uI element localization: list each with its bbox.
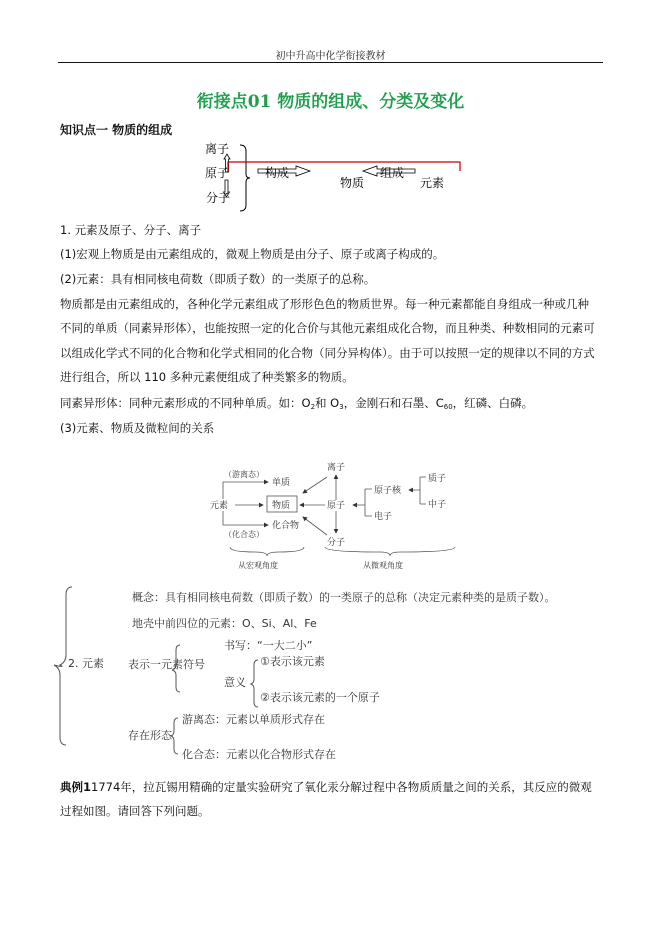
electron-label: 电子 xyxy=(374,512,393,522)
text: ，红磷、白磷。 xyxy=(452,396,534,410)
concept-text: 概念：具有相同核电荷数（即质子数）的一类原子的总称（决定元素种类的是质子数）。 xyxy=(132,591,556,604)
page-title: 衔接点01 物质的组成、分类及变化 xyxy=(196,92,465,112)
combined-state-text: 化合态：元素以化合物形式存在 xyxy=(182,748,336,761)
proton-label: 质子 xyxy=(428,474,447,484)
macro-label: 从宏观角度 xyxy=(238,561,278,570)
composition-diagram xyxy=(0,135,661,220)
text: 同素异形体：同种元素形成的不同种单质。如：O xyxy=(60,396,311,410)
meaning-1-text: ①表示该元素 xyxy=(260,655,325,668)
atom-label: 原子 xyxy=(205,166,230,180)
text: 1774年，拉瓦锡用精确的定量实验研究了氧化汞分解过程中各物质质量之间的关系，其反应的微观 xyxy=(91,780,592,794)
header-rule xyxy=(58,62,603,63)
text: ，金刚石和石墨、C xyxy=(343,396,444,410)
element-label: 元素 xyxy=(210,501,229,511)
substance-label: 物质 xyxy=(340,176,365,190)
compose-label: 构成 xyxy=(265,166,290,180)
existence-label: 存在形态 xyxy=(128,729,172,742)
example-line xyxy=(60,779,592,795)
free-state-label: （游离态） xyxy=(224,470,264,479)
paragraph: 物质都是由元素组成的，各种化学元素组成了形形色色的物质世界。每一种元素都能自身组成一种或几种 xyxy=(60,297,589,311)
brace xyxy=(240,145,250,211)
nucleus-label: 原子核 xyxy=(374,486,402,496)
compound-label: 化合物 xyxy=(272,521,300,531)
meaning-2-text: ②表示该元素的一个原子 xyxy=(260,691,380,704)
substance-label: 物质 xyxy=(272,501,291,511)
paragraph: (3)元素、物质及微粒间的关系 xyxy=(60,421,215,435)
relationship-diagram xyxy=(200,455,480,575)
ion-label: 离子 xyxy=(205,142,230,156)
paragraph: (1)宏观上物质是由元素组成的，微观上物质是由分子、原子或离子构成的。 xyxy=(60,247,445,261)
simple-substance-label: 单质 xyxy=(272,478,291,488)
micro-label: 从微观角度 xyxy=(363,561,403,570)
paragraph: 以组成化学式不同的化合物和化学式相同的化合物（同分异构体）。由于可以按照一定的规律以不同的方式 xyxy=(60,346,595,360)
subscript: 2 xyxy=(310,403,316,411)
paragraph: 不同的单质（同素异形体），也能按照一定的化合价与其他元素组成化合物，而且种类、种数相同的元素可 xyxy=(60,321,595,335)
text: 和 O xyxy=(315,396,340,410)
free-state-text: 游离态：元素以单质形式存在 xyxy=(182,713,325,726)
running-header: 初中升高中化学衔接教材 xyxy=(275,51,386,62)
paragraph: 1. 元素及原子、分子、离子 xyxy=(60,223,202,237)
molecule-label: 分子 xyxy=(206,191,231,205)
form-label: 组成 xyxy=(380,166,405,180)
meaning-label: 意义 xyxy=(224,676,246,689)
example-line: 过程如图。请回答下列问题。 xyxy=(60,804,210,818)
symbol-label: 表示一元素符号 xyxy=(128,658,205,671)
red-connector-line xyxy=(228,162,460,172)
atom-label: 原子 xyxy=(327,501,346,511)
writing-text: 书写：“一大二小” xyxy=(224,639,313,652)
example-label: 典例1 xyxy=(60,780,92,794)
ion-label: 离子 xyxy=(327,463,346,473)
combined-state-label: （化合态） xyxy=(224,530,264,539)
paragraph: 进行组合，所以 110 多种元素便组成了种类繁多的物质。 xyxy=(60,370,354,384)
element-concept-map xyxy=(50,575,610,775)
element-label: 元素 xyxy=(420,176,445,190)
allotrope-paragraph xyxy=(60,395,533,411)
molecule-label: 分子 xyxy=(327,538,346,548)
section-heading: 知识点一 物质的组成 xyxy=(60,123,173,137)
subscript: 3 xyxy=(339,403,344,411)
neutron-label: 中子 xyxy=(428,500,447,510)
root-label: 2. 元素 xyxy=(68,657,104,670)
crust-text: 地壳中前四位的元素：O、Si、Al、Fe xyxy=(132,617,317,630)
paragraph: (2)元素：具有相同核电荷数（即质子数）的一类原子的总称。 xyxy=(60,272,376,286)
subscript: 60 xyxy=(443,403,453,411)
